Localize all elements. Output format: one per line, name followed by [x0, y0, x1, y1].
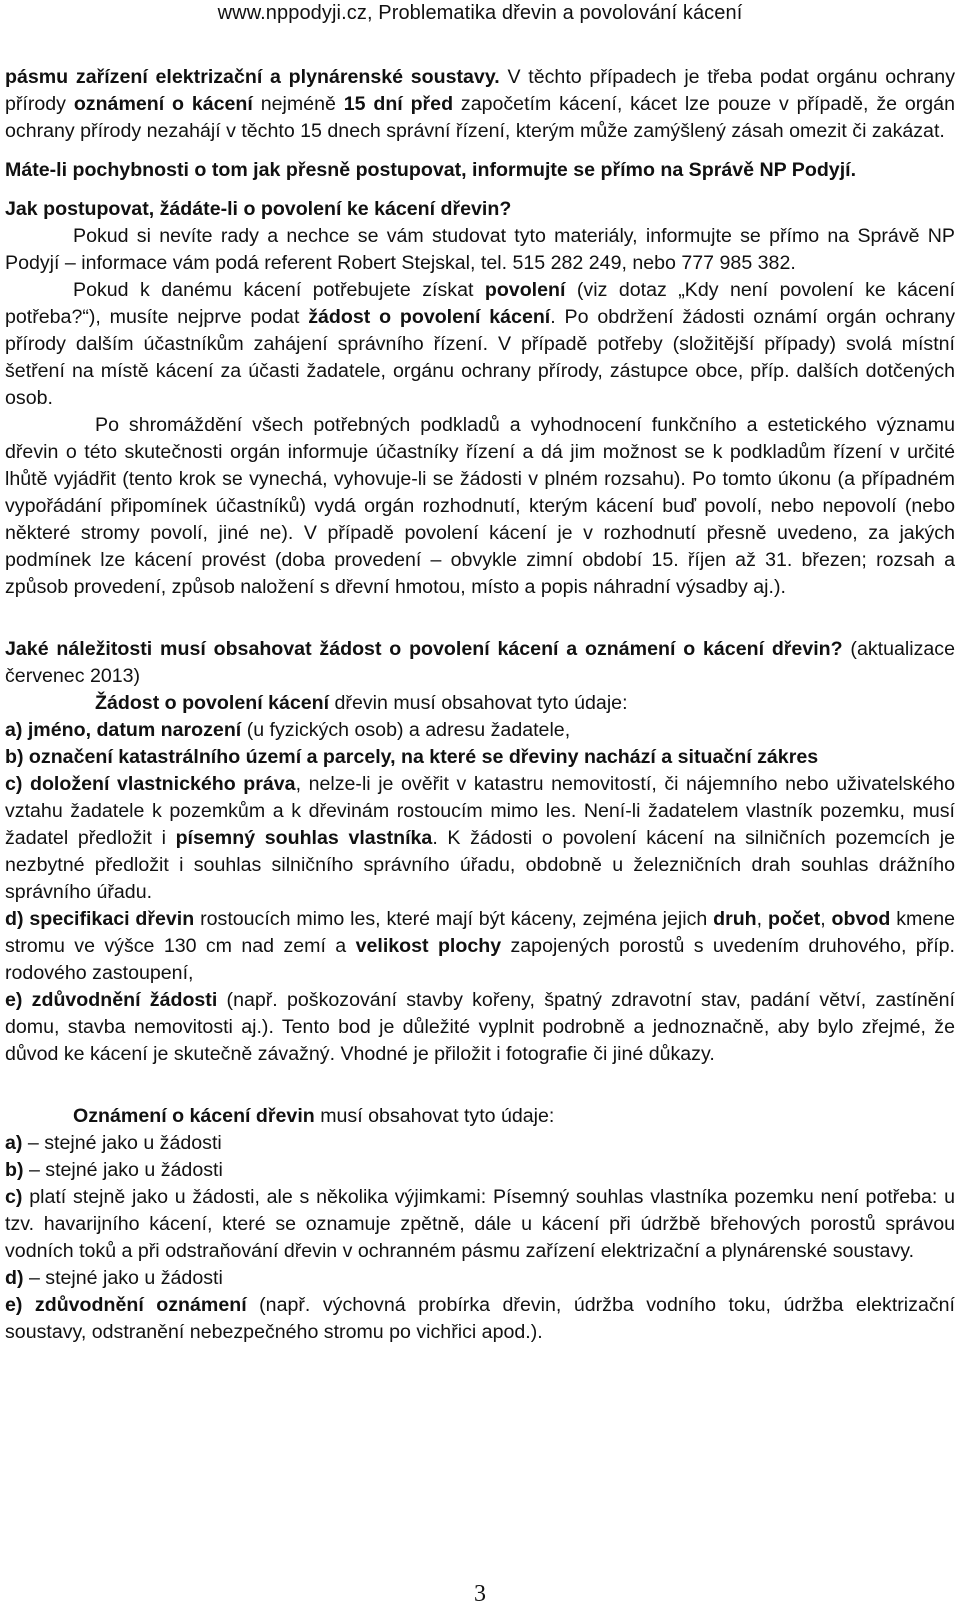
text: – stejné jako u žádosti	[23, 1159, 223, 1181]
text: (např. výchovná probírka dřevin, údržba vodního toku, údržba elektrizační soustavy, odstranění nebezpečného stromu po vichřici apod.).	[5, 1294, 955, 1343]
text: – stejné jako u žádosti	[22, 1132, 222, 1154]
bold-text: Máte-li pochybnosti o tom jak přesně postupovat, informujte se přímo na Správě NP Podyjí.	[5, 159, 857, 181]
oznameni-item-e	[5, 1292, 955, 1346]
bold-text: Oznámení o kácení dřevin	[73, 1105, 315, 1127]
bold-text: pásmu zařízení elektrizační a plynárenské soustavy.	[5, 66, 500, 88]
bold-text: písemný souhlas vlastníka	[175, 827, 433, 849]
bold-text: počet	[767, 908, 821, 930]
text: dřevin musí obsahovat tyto údaje:	[329, 692, 628, 714]
zadost-item-d	[5, 906, 955, 987]
zadost-item-e	[5, 987, 955, 1068]
oznameni-item-b	[5, 1157, 955, 1184]
text: započetím kácení, kácet lze pouze v případě, že orgán ochrany přírody nezahájí v těchto 15 dnech správní řízení, kterým může zamýšlený zásah omezit či zakázat.	[5, 93, 955, 142]
page-number: 3	[474, 1581, 486, 1607]
text: – stejné jako u žádosti	[23, 1267, 223, 1289]
paragraph-doubts	[5, 157, 955, 184]
text: ,	[820, 908, 832, 930]
text: platí stejně jako u žádosti, ale s několika výjimkami: Písemný souhlas vlastníka pozemku není potřeba: u tzv. havarijního kácení, které se oznamuje zpětně, dále u kácení při údržbě břehových porostů správou vodních toků a při odstraňování dřevin v ochranném pásmu zařízení elektrizační a plynárenské soustavy.	[5, 1186, 955, 1262]
bold-text: Žádost o povolení kácení	[95, 692, 330, 714]
text: rostoucích mimo les, které mají být káceny, zejména jejich	[194, 908, 714, 930]
zadost-item-c	[5, 771, 955, 906]
text: kmene stromu ve výšce 130 cm nad zemí a	[5, 908, 955, 957]
text: (aktualizace červenec 2013)	[5, 638, 955, 687]
text: nejméně	[252, 93, 344, 115]
bold-text: e) zdůvodnění žádosti	[5, 989, 218, 1011]
bold-text: velikost plochy	[355, 935, 502, 957]
bold-text: b) označení katastrálního území a parcely, na které se dřeviny nachází a situační zákres	[5, 746, 819, 768]
text: V těchto případech je třeba podat orgánu ochrany přírody	[5, 66, 955, 115]
bold-text: žádost o povolení kácení	[308, 306, 551, 328]
page-header: www.nppodyji.cz, Problematika dřevin a povolování kácení	[217, 2, 743, 24]
bold-text: obvod	[831, 908, 891, 930]
oznameni-intro	[5, 1103, 955, 1130]
bold-text: druh	[713, 908, 757, 930]
bold-text: b)	[5, 1159, 24, 1181]
text: zapojených porostů s uvedením druhového, příp. rodového zastoupení,	[5, 935, 955, 984]
oznameni-item-c	[5, 1184, 955, 1265]
paragraph-permit	[5, 277, 955, 412]
text: , nelze-li je ověřit v katastru nemovitostí, či nájemního nebo uživatelského vztahu žadatele k pozemkům a k dřevinám rostoucím mimo les. Není-li žadatelem vlastník pozemku, musí žadatel předložit i	[5, 773, 955, 849]
zadost-intro	[5, 690, 955, 717]
heading-text: Jak postupovat, žádáte-li o povolení ke kácení dřevin?	[5, 198, 512, 220]
bold-text: a) jméno, datum narození	[5, 719, 242, 741]
text: (např. poškozování stavby kořeny, špatný zdravotní stav, padání větví, zastínění domu, stavba nemovitosti aj.). Tento bod je důležité vyplnit podrobně a jednoznačně, aby bylo zřejmé, že důvod ke kácení je skutečně závažný. Vhodné je přiložit i fotografie či jiné důkazy.	[5, 989, 955, 1065]
bold-text: a)	[5, 1132, 23, 1154]
text: ,	[756, 908, 768, 930]
bold-text: 15 dní před	[343, 93, 454, 115]
text: . Po obdržení žádosti oznámí orgán ochrany přírody dalším účastníkům zahájení správního řízení. V případě potřeby (složitější případy) svolá místní šetření na místě kácení za účasti žadatele, orgánu ochrany přírody, zástupce obce, příp. dalších dotčených osob.	[5, 306, 955, 409]
bold-text: povolení	[484, 279, 566, 301]
paragraph-decision	[5, 412, 955, 601]
oznameni-item-d	[5, 1265, 955, 1292]
heading-requirements	[5, 636, 955, 690]
heading-text: Jaké náležitosti musí obsahovat žádost o povolení kácení a oznámení o kácení dřevin?	[5, 638, 843, 660]
zadost-item-b	[5, 744, 955, 771]
text: (viz dotaz „Kdy není povolení ke kácení potřeba?“), musíte nejprve podat	[5, 279, 955, 328]
text: Pokud si nevíte rady a nechce se vám studovat tyto materiály, informujte se přímo na Správě NP Podyjí – informace vám podá referent Robert Stejskal, tel. 515 282 249, nebo 777 985 382.	[5, 225, 955, 274]
document-body	[5, 64, 955, 1346]
zadost-item-a	[5, 717, 955, 744]
text: musí obsahovat tyto údaje:	[314, 1105, 555, 1127]
bold-text: c)	[5, 1186, 23, 1208]
text: (u fyzických osob) a adresu žadatele,	[241, 719, 571, 741]
heading-how-to-proceed	[5, 196, 955, 223]
bold-text: c) doložení vlastnického práva	[5, 773, 296, 795]
paragraph-contact	[5, 223, 955, 277]
bold-text: oznámení o kácení	[73, 93, 253, 115]
text: . K žádosti o povolení kácení na silničních pozemcích je nezbytné předložit i souhlas silničního správního úřadu, obdobně u železničních drah souhlas drážního správního úřadu.	[5, 827, 955, 903]
text: Pokud k danému kácení potřebujete získat	[73, 279, 485, 301]
bold-text: d) specifikaci dřevin	[5, 908, 195, 930]
bold-text: e) zdůvodnění oznámení	[5, 1294, 247, 1316]
text: Po shromáždění všech potřebných podkladů a vyhodnocení funkčního a estetického významu dřevin o této skutečnosti orgán informuje účastníky řízení a dá jim možnost se k podkladům řízení v určité lhůtě vyjádřit (tento krok se vynechá, vyhovuje-li se žádosti v plném rozsahu). Po tomto úkonu (a případném vypořádání připomínek účastníků) vydá orgán rozhodnutí, kterým kácení buď povolí, nebo nepovolí (nebo některé stromy povolí, jiné ne). V případě povolení kácení je v rozhodnutí přesně uvedeno, za jakých podmínek lze kácení provést (doba provedení – obvykle zimní období 15. říjen až 31. březen; rozsah a způsob provedení, způsob naložení s dřevní hmotou, místo a popis náhradní výsadby aj.).	[5, 414, 955, 598]
bold-text: d)	[5, 1267, 24, 1289]
oznameni-item-a	[5, 1130, 955, 1157]
paragraph-intro	[5, 64, 955, 145]
